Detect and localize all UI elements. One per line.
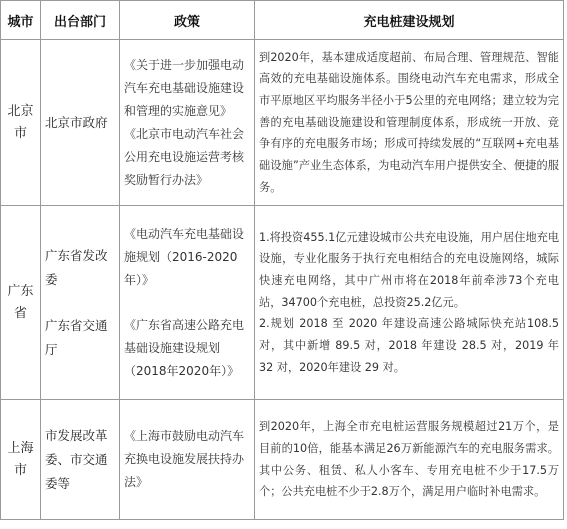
dept-cell: [41, 206, 120, 400]
table-row: [1, 40, 564, 206]
policy-cell: [120, 206, 255, 400]
city-cell: 上海市: [1, 400, 41, 520]
header-row: [1, 1, 564, 40]
table-row: [1, 400, 564, 520]
plan-text: 到2020年，基本建成适度超前、布局合理、管理规范、智能高效的充电基础设施体系。围绕电动汽车充电需求，形成全市平原地区平均服务半径小于5公里的充电网络；建立较为完善的充电基础设施建设和管理制度体系，形成统一开放、竞争有序的充电服务市场；形成可持续发展的“互联网+充电基础设施”产业生态体系，为电动汽车用户提供安全、便捷的服务。: [259, 50, 559, 194]
header-plan: 充电桩建设规划: [255, 1, 564, 40]
city-cell: 广东省: [1, 206, 41, 400]
table-row: [1, 206, 564, 400]
plan-text: 到2020年，上海全市充电桩运营服务规模超过21万个，是目前的10倍，能基本满足26万新能源汽车的充电服务需求。其中公务、租赁、私人小客车、专用充电桩不少于17.5万个；公共充电桩不少于2.8万个，满足用户临时补电需求。: [259, 420, 559, 499]
plan-text: 1.将投资455.1亿元建设城市公共充电设施，用户居住地充电设施，专业化服务于执行充电相结合的充电设施网络，城际快速充电网络，其中广州市将在2018年前牵涉73个充电站，34700个充电桩，总投资25.2亿元。: [259, 230, 560, 309]
dept-name: 广东省交通厅: [45, 317, 108, 357]
policy-cell: [120, 40, 255, 206]
plan-text: 2.规划 2018 至 2020 年建设高速公路城际快充站108.5 对，其中新增 89.5 对，2018 年建设 28.5 对，2019 年 32 对，2020年建设 29 对。: [259, 317, 559, 374]
dept-cell: 北京市政府: [41, 40, 120, 206]
policy-cell: [120, 400, 255, 520]
plan-cell: [255, 206, 564, 400]
policy-title: 《上海市鼓励电动汽车充换电设施发展扶持办法》: [124, 429, 245, 489]
policy-title: 《电动汽车充电基础设施规划（2016-2020年）》: [124, 226, 245, 287]
policy-title: 《关于进一步加强电动汽车充电基础设施建设和管理的实施意见》: [124, 57, 245, 118]
dept-cell: 市发展改革委、市交通委等: [41, 400, 120, 520]
plan-cell: [255, 40, 564, 206]
header-dept: 出台部门: [41, 1, 120, 40]
city-cell: 北京市: [1, 40, 41, 206]
plan-cell: [255, 400, 564, 520]
header-city: 城市: [1, 1, 41, 40]
header-policy: 政策: [120, 1, 255, 40]
policy-title: 《广东省高速公路充电基础设施建设规划（2018年2020年）》: [124, 317, 245, 378]
dept-name: 广东省发改委: [45, 247, 108, 287]
policy-title: 《北京市电动汽车社会公用充电设施运营考核奖励暂行办法》: [124, 126, 245, 187]
